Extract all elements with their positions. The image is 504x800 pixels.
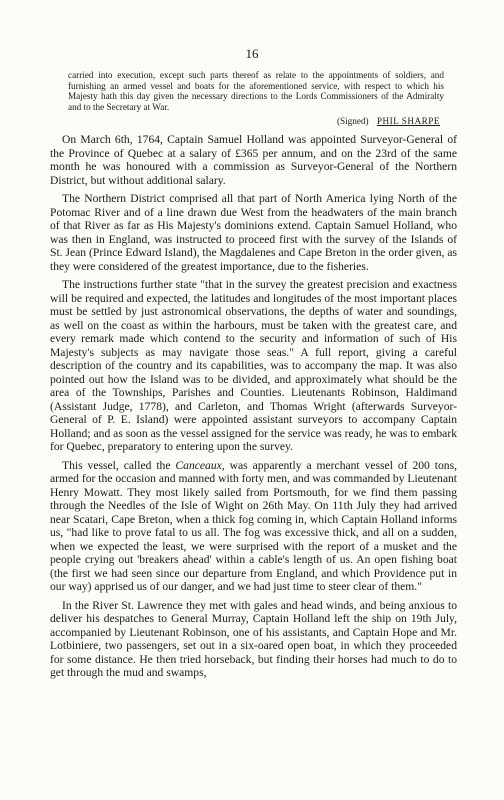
quoted-letter-text: carried into execution, except such parts thereof as relate to the appointments of soldiers, and furnishing an armed vessel and boats for the aforementioned service, with respect to which his Majesty hath this day given the necessary directions to the Lords Commissioners of the Admiralty and to the Secretary at War. (68, 70, 444, 112)
signature-line (68, 116, 444, 127)
paragraph-instructions: The instructions further state "that in the survey the greatest precision and exactness will be required and expected, the latitudes and longitudes of the most important places must be settled by just astronomical observations, the depths of water and soundings, as well on the coast as within the harbours, must be taken with the greatest care, and every remark made which contend to the security and information of such of His Majesty's subjects as may navigate those seas." A full report, giving a careful description of the country and its capabilities, was to accompany the map. It was also pointed out how the Island was to be divided, and approximately what should be the area of the Townships, Parishes and Counties. Lieutenants Robinson, Haldimand (Assistant Judge, 1778), and Carleton, and Thomas Wright (afterwards Surveyor-General of P. E. Island) were appointed assistant surveyors to accompany Captain Holland; and as soon as the vessel assigned for the service was ready, he was to embark for Quebec, preparatory to entering upon the survey. (50, 278, 457, 453)
vessel-name: Canceaux (175, 458, 222, 472)
signed-label: (Signed) (336, 116, 369, 127)
paragraph-canceaux (50, 459, 457, 594)
paragraph-appointment: On March 6th, 1764, Captain Samuel Holland was appointed Surveyor-General of the Province of Quebec at a salary of £365 per annum, and on the 23rd of the same month he was honoured with a commission as Surveyor-General of the Northern District, but without additional salary. (50, 133, 457, 187)
body-text (50, 133, 457, 685)
page-number: 16 (245, 46, 259, 61)
canceaux-text-after: , was apparently a merchant vessel of 200 tons, armed for the occasion and manned with forty men, and was commanded by Lieutenant Henry Mowatt. They most likely sailed from Portsmouth, for we find them passing through the Needles of the Isle of Wight on 26th May. On 11th July they had arrived near Scatari, Cape Breton, when a thick fog coming in, which Captain Holland informs us, "had like to prove fatal to us all. The fog was excessive thick, and all on a sudden, when we expected the least, we were surprised with the report of a musket and the people crying out 'breakers ahead' within a cable's length of us. An open fishing boat (the first we had seen since our departure from England, and which Providence put in our way) apprised us of our danger, and we had just time to steer clear of them." (50, 458, 457, 593)
paragraph-northern-district: The Northern District comprised all that part of North America lying North of the Potomac River and of a line drawn due West from the headwaters of the main branch of that River as far as His Majesty's dominions extend. Captain Samuel Holland, who was then in England, was instructed to proceed first with the survey of the Islands of St. Jean (Prince Edward Island), the Magdalenes and Cape Breton in the order given, as they were considered of the greatest importance, due to the fisheries. (50, 192, 457, 273)
signatory-name: PHIL SHARPE (376, 116, 440, 127)
quoted-letter (68, 70, 444, 127)
paragraph-st-lawrence: In the River St. Lawrence they met with gales and head winds, and being anxious to deliver his despatches to General Murray, Captain Holland left the ship on 19th July, accompanied by Lieutenant Robinson, one of his assistants, and Captain Hope and Mr. Lotbiniere, two passengers, set out in a six-oared open boat, in which they proceeded for some distance. He then tried horseback, but finding their horses had much to do to get through the mud and swamps, (50, 598, 457, 679)
canceaux-text-before: This vessel, called the (62, 458, 176, 472)
